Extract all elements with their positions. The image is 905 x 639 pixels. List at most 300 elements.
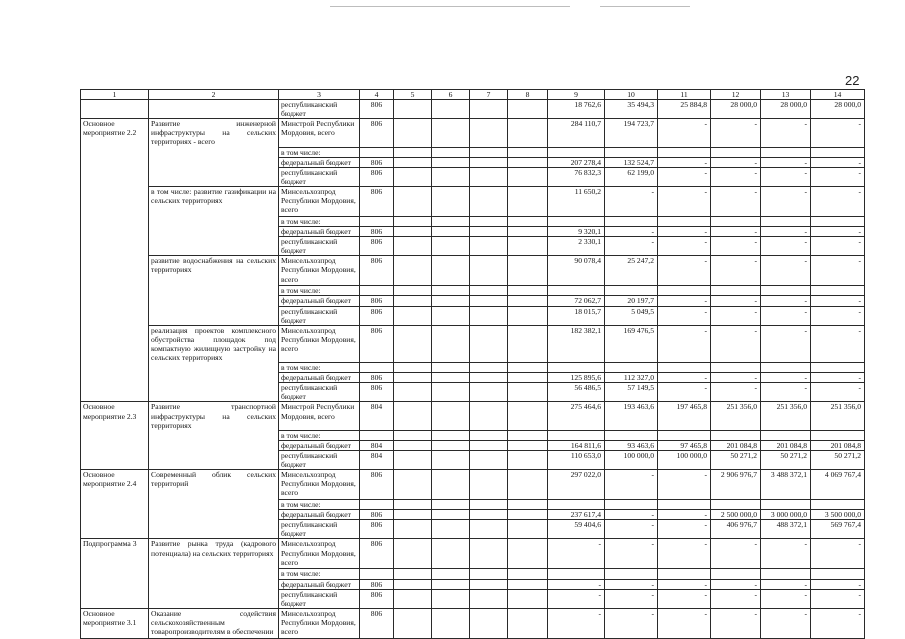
empty-cell xyxy=(470,325,508,362)
gov-code-cell: 806 xyxy=(360,510,394,520)
event-code-cell xyxy=(81,363,149,373)
amount-2020-cell xyxy=(548,500,605,510)
event-code-cell xyxy=(81,383,149,402)
table-row xyxy=(81,430,865,440)
empty-cell xyxy=(470,402,508,430)
empty-cell xyxy=(508,510,548,520)
empty-cell xyxy=(470,470,508,500)
amount-2024-cell: - xyxy=(761,306,811,325)
amount-2020-cell: 275 464,6 xyxy=(548,402,605,430)
amount-2021-cell: 25 247,2 xyxy=(605,256,658,286)
amount-2024-cell: - xyxy=(761,296,811,306)
event-name-cell xyxy=(149,227,279,237)
empty-cell xyxy=(432,167,470,186)
empty-cell xyxy=(470,579,508,589)
gov-code-cell: 806 xyxy=(360,119,394,147)
empty-cell xyxy=(470,167,508,186)
amount-2025-cell: - xyxy=(811,119,865,147)
event-name-cell xyxy=(149,147,279,157)
event-name-cell xyxy=(149,520,279,539)
amount-2021-cell xyxy=(605,363,658,373)
empty-cell xyxy=(508,373,548,383)
event-code-cell xyxy=(81,306,149,325)
empty-cell xyxy=(508,147,548,157)
amount-2024-cell xyxy=(761,286,811,296)
amount-2020-cell: 2 330,1 xyxy=(548,237,605,256)
amount-2024-cell xyxy=(761,569,811,579)
amount-2021-cell: 57 149,5 xyxy=(605,383,658,402)
empty-cell xyxy=(394,147,432,157)
amount-2024-cell: - xyxy=(761,383,811,402)
amount-2023-cell: - xyxy=(711,157,761,167)
event-code-cell xyxy=(81,440,149,450)
table-row xyxy=(81,100,865,119)
gov-code-cell: 806 xyxy=(360,167,394,186)
empty-cell xyxy=(394,589,432,608)
amount-2023-cell: - xyxy=(711,186,761,216)
amount-2024-cell xyxy=(761,216,811,226)
table-row xyxy=(81,227,865,237)
amount-2025-cell xyxy=(811,147,865,157)
empty-cell xyxy=(394,167,432,186)
amount-2022-cell: - xyxy=(658,579,711,589)
executor-source-cell: республиканский бюджет xyxy=(279,306,360,325)
empty-cell xyxy=(394,608,432,638)
amount-2020-cell xyxy=(548,216,605,226)
executor-source-cell: республиканский бюджет xyxy=(279,167,360,186)
amount-2020-cell: - xyxy=(548,579,605,589)
amount-2024-cell: - xyxy=(761,579,811,589)
amount-2025-cell xyxy=(811,569,865,579)
amount-2022-cell: - xyxy=(658,157,711,167)
amount-2025-cell: 569 767,4 xyxy=(811,520,865,539)
empty-cell xyxy=(394,306,432,325)
amount-2021-cell xyxy=(605,216,658,226)
amount-2021-cell: 35 494,3 xyxy=(605,100,658,119)
executor-source-cell: федеральный бюджет xyxy=(279,227,360,237)
event-code-cell: Подпрограмма 3 xyxy=(81,539,149,569)
empty-cell xyxy=(470,569,508,579)
event-name-cell xyxy=(149,100,279,119)
empty-cell xyxy=(394,157,432,167)
amount-2023-cell: 28 000,0 xyxy=(711,100,761,119)
executor-source-cell: федеральный бюджет xyxy=(279,296,360,306)
event-name-cell xyxy=(149,430,279,440)
amount-2020-cell xyxy=(548,430,605,440)
amount-2023-cell xyxy=(711,500,761,510)
table-row xyxy=(81,186,865,216)
empty-cell xyxy=(432,608,470,638)
amount-2025-cell xyxy=(811,363,865,373)
event-code-cell xyxy=(81,450,149,469)
empty-cell xyxy=(470,450,508,469)
amount-2025-cell: 50 271,2 xyxy=(811,450,865,469)
amount-2020-cell: 164 811,6 xyxy=(548,440,605,450)
table-row xyxy=(81,440,865,450)
event-code-cell xyxy=(81,167,149,186)
event-code-cell xyxy=(81,325,149,362)
amount-2022-cell: - xyxy=(658,470,711,500)
amount-2024-cell: - xyxy=(761,608,811,638)
event-code-cell: Основное мероприятие 2.3 xyxy=(81,402,149,430)
amount-2022-cell xyxy=(658,216,711,226)
event-code-cell xyxy=(81,296,149,306)
header-row xyxy=(81,90,865,100)
amount-2023-cell: - xyxy=(711,579,761,589)
empty-cell xyxy=(432,363,470,373)
executor-source-cell: Минсельхозпрод Республики Мордовия, всего xyxy=(279,186,360,216)
amount-2023-cell: - xyxy=(711,589,761,608)
table-row xyxy=(81,450,865,469)
amount-2024-cell: 28 000,0 xyxy=(761,100,811,119)
executor-source-cell: республиканский бюджет xyxy=(279,450,360,469)
amount-2020-cell: - xyxy=(548,608,605,638)
event-name-cell xyxy=(149,373,279,383)
empty-cell xyxy=(470,500,508,510)
executor-source-cell: федеральный бюджет xyxy=(279,510,360,520)
column-number: 14 xyxy=(811,90,865,100)
event-name-cell: Развитие транспортной инфраструктуры на сельских территориях xyxy=(149,402,279,430)
empty-cell xyxy=(394,500,432,510)
executor-source-cell: в том числе: xyxy=(279,147,360,157)
executor-source-cell: Минстрой Республики Мордовия, всего xyxy=(279,119,360,147)
executor-source-cell: Минсельхозпрод Республики Мордовия, всего xyxy=(279,256,360,286)
amount-2020-cell: 9 320,1 xyxy=(548,227,605,237)
amount-2024-cell xyxy=(761,147,811,157)
empty-cell xyxy=(432,325,470,362)
amount-2023-cell: - xyxy=(711,296,761,306)
executor-source-cell: Минсельхозпрод Республики Мордовия, всего xyxy=(279,539,360,569)
amount-2024-cell: 251 356,0 xyxy=(761,402,811,430)
amount-2022-cell xyxy=(658,569,711,579)
event-code-cell: Основное мероприятие 3.1 xyxy=(81,608,149,638)
event-code-cell xyxy=(81,216,149,226)
amount-2022-cell: - xyxy=(658,119,711,147)
executor-source-cell: республиканский бюджет xyxy=(279,589,360,608)
amount-2022-cell: - xyxy=(658,167,711,186)
empty-cell xyxy=(432,373,470,383)
amount-2024-cell: - xyxy=(761,119,811,147)
column-number: 6 xyxy=(432,90,470,100)
empty-cell xyxy=(394,216,432,226)
amount-2020-cell: 237 617,4 xyxy=(548,510,605,520)
empty-cell xyxy=(432,569,470,579)
amount-2022-cell: - xyxy=(658,306,711,325)
empty-cell xyxy=(508,450,548,469)
empty-cell xyxy=(508,119,548,147)
event-name-cell xyxy=(149,167,279,186)
amount-2023-cell xyxy=(711,147,761,157)
empty-cell xyxy=(432,539,470,569)
event-name-cell: развитие водоснабжения на сельских территориях xyxy=(149,256,279,286)
amount-2021-cell: - xyxy=(605,186,658,216)
empty-cell xyxy=(394,237,432,256)
gov-code-cell: 806 xyxy=(360,579,394,589)
amount-2021-cell: - xyxy=(605,608,658,638)
amount-2021-cell: 5 049,5 xyxy=(605,306,658,325)
gov-code-cell: 806 xyxy=(360,157,394,167)
amount-2025-cell: - xyxy=(811,157,865,167)
amount-2021-cell: - xyxy=(605,579,658,589)
empty-cell xyxy=(432,306,470,325)
amount-2022-cell: 25 884,8 xyxy=(658,100,711,119)
empty-cell xyxy=(394,325,432,362)
gov-code-cell: 806 xyxy=(360,186,394,216)
empty-cell xyxy=(470,216,508,226)
empty-cell xyxy=(470,539,508,569)
event-name-cell xyxy=(149,589,279,608)
event-name-cell: Оказание содействия сельскохозяйственным товаропроизводителям в обеспечении xyxy=(149,608,279,638)
gov-code-cell: 806 xyxy=(360,227,394,237)
table-row xyxy=(81,256,865,286)
amount-2022-cell: - xyxy=(658,383,711,402)
empty-cell xyxy=(432,237,470,256)
event-code-cell xyxy=(81,589,149,608)
gov-code-cell: 806 xyxy=(360,383,394,402)
empty-cell xyxy=(432,470,470,500)
event-name-cell xyxy=(149,500,279,510)
executor-source-cell: Минсельхозпрод Республики Мордовия, всего xyxy=(279,325,360,362)
empty-cell xyxy=(432,579,470,589)
amount-2025-cell: - xyxy=(811,589,865,608)
empty-cell xyxy=(508,256,548,286)
amount-2023-cell: - xyxy=(711,256,761,286)
column-number: 7 xyxy=(470,90,508,100)
empty-cell xyxy=(470,157,508,167)
empty-cell xyxy=(432,520,470,539)
table-row xyxy=(81,608,865,638)
empty-cell xyxy=(508,402,548,430)
executor-source-cell: в том числе: xyxy=(279,286,360,296)
event-code-cell xyxy=(81,256,149,286)
empty-cell xyxy=(394,402,432,430)
table-row xyxy=(81,147,865,157)
amount-2025-cell: 201 084,8 xyxy=(811,440,865,450)
event-code-cell xyxy=(81,569,149,579)
amount-2021-cell xyxy=(605,569,658,579)
amount-2022-cell: - xyxy=(658,608,711,638)
empty-cell xyxy=(394,363,432,373)
empty-cell xyxy=(508,520,548,539)
amount-2024-cell: 50 271,2 xyxy=(761,450,811,469)
empty-cell xyxy=(432,186,470,216)
empty-cell xyxy=(394,470,432,500)
gov-code-cell: 806 xyxy=(360,608,394,638)
table-row xyxy=(81,520,865,539)
gov-code-cell xyxy=(360,363,394,373)
amount-2025-cell xyxy=(811,430,865,440)
amount-2023-cell: - xyxy=(711,237,761,256)
table-row xyxy=(81,569,865,579)
amount-2022-cell: - xyxy=(658,256,711,286)
event-name-cell: в том числе: развитие газификации на сельских территориях xyxy=(149,186,279,216)
table-row xyxy=(81,470,865,500)
amount-2024-cell: - xyxy=(761,186,811,216)
column-number: 10 xyxy=(605,90,658,100)
amount-2023-cell: - xyxy=(711,539,761,569)
empty-cell xyxy=(508,186,548,216)
empty-cell xyxy=(432,216,470,226)
column-number: 8 xyxy=(508,90,548,100)
amount-2025-cell: - xyxy=(811,608,865,638)
empty-cell xyxy=(394,430,432,440)
gov-code-cell xyxy=(360,216,394,226)
amount-2025-cell: - xyxy=(811,227,865,237)
amount-2025-cell: - xyxy=(811,296,865,306)
event-code-cell xyxy=(81,186,149,216)
amount-2024-cell xyxy=(761,363,811,373)
table-row xyxy=(81,383,865,402)
empty-cell xyxy=(508,157,548,167)
empty-cell xyxy=(432,440,470,450)
empty-cell xyxy=(394,186,432,216)
amount-2023-cell: - xyxy=(711,373,761,383)
amount-2023-cell xyxy=(711,363,761,373)
column-number: 3 xyxy=(279,90,360,100)
amount-2025-cell: 4 069 767,4 xyxy=(811,470,865,500)
empty-cell xyxy=(394,227,432,237)
amount-2022-cell: - xyxy=(658,373,711,383)
amount-2021-cell: - xyxy=(605,237,658,256)
empty-cell xyxy=(470,373,508,383)
empty-cell xyxy=(508,608,548,638)
event-code-cell xyxy=(81,100,149,119)
amount-2024-cell: 488 372,1 xyxy=(761,520,811,539)
executor-source-cell: республиканский бюджет xyxy=(279,383,360,402)
empty-cell xyxy=(508,569,548,579)
amount-2023-cell: 50 271,2 xyxy=(711,450,761,469)
table-row xyxy=(81,119,865,147)
empty-cell xyxy=(432,119,470,147)
amount-2022-cell: - xyxy=(658,325,711,362)
amount-2023-cell: 2 500 000,0 xyxy=(711,510,761,520)
scan-artifact-line xyxy=(330,6,570,7)
empty-cell xyxy=(470,119,508,147)
event-name-cell xyxy=(149,569,279,579)
table-row xyxy=(81,589,865,608)
amount-2021-cell: - xyxy=(605,589,658,608)
gov-code-cell xyxy=(360,430,394,440)
amount-2020-cell: 18 762,6 xyxy=(548,100,605,119)
amount-2023-cell: - xyxy=(711,306,761,325)
empty-cell xyxy=(394,520,432,539)
amount-2022-cell xyxy=(658,286,711,296)
empty-cell xyxy=(470,363,508,373)
empty-cell xyxy=(394,256,432,286)
amount-2023-cell xyxy=(711,216,761,226)
amount-2022-cell: - xyxy=(658,520,711,539)
empty-cell xyxy=(508,216,548,226)
event-name-cell xyxy=(149,363,279,373)
amount-2024-cell xyxy=(761,430,811,440)
amount-2025-cell xyxy=(811,216,865,226)
empty-cell xyxy=(432,430,470,440)
amount-2020-cell: 72 062,7 xyxy=(548,296,605,306)
empty-cell xyxy=(394,450,432,469)
amount-2023-cell: - xyxy=(711,167,761,186)
empty-cell xyxy=(508,579,548,589)
amount-2025-cell: - xyxy=(811,579,865,589)
amount-2022-cell: 197 465,8 xyxy=(658,402,711,430)
event-code-cell: Основное мероприятие 2.4 xyxy=(81,470,149,500)
event-name-cell xyxy=(149,286,279,296)
empty-cell xyxy=(470,306,508,325)
empty-cell xyxy=(394,119,432,147)
amount-2023-cell xyxy=(711,430,761,440)
amount-2024-cell: - xyxy=(761,227,811,237)
gov-code-cell: 804 xyxy=(360,440,394,450)
executor-source-cell: федеральный бюджет xyxy=(279,440,360,450)
amount-2023-cell: 2 906 976,7 xyxy=(711,470,761,500)
empty-cell xyxy=(394,286,432,296)
amount-2021-cell: 100 000,0 xyxy=(605,450,658,469)
event-code-cell: Основное мероприятие 2.2 xyxy=(81,119,149,147)
amount-2021-cell: - xyxy=(605,520,658,539)
amount-2024-cell: 201 084,8 xyxy=(761,440,811,450)
amount-2025-cell: - xyxy=(811,186,865,216)
amount-2020-cell: 11 650,2 xyxy=(548,186,605,216)
event-name-cell xyxy=(149,510,279,520)
table-row xyxy=(81,167,865,186)
event-code-cell xyxy=(81,373,149,383)
amount-2023-cell: - xyxy=(711,383,761,402)
amount-2020-cell: 59 404,6 xyxy=(548,520,605,539)
gov-code-cell: 806 xyxy=(360,100,394,119)
gov-code-cell xyxy=(360,500,394,510)
amount-2025-cell: - xyxy=(811,325,865,362)
amount-2020-cell: 182 382,1 xyxy=(548,325,605,362)
table-row xyxy=(81,539,865,569)
amount-2023-cell xyxy=(711,569,761,579)
event-name-cell xyxy=(149,450,279,469)
empty-cell xyxy=(470,440,508,450)
table-row xyxy=(81,286,865,296)
executor-source-cell: республиканский бюджет xyxy=(279,237,360,256)
executor-source-cell: в том числе: xyxy=(279,500,360,510)
amount-2023-cell xyxy=(711,286,761,296)
gov-code-cell: 806 xyxy=(360,237,394,256)
amount-2021-cell: 20 197,7 xyxy=(605,296,658,306)
event-name-cell xyxy=(149,157,279,167)
amount-2025-cell: - xyxy=(811,237,865,256)
empty-cell xyxy=(432,296,470,306)
event-name-cell: Развитие инженерной инфраструктуры на сельских территориях - всего xyxy=(149,119,279,147)
gov-code-cell xyxy=(360,569,394,579)
amount-2024-cell xyxy=(761,500,811,510)
empty-cell xyxy=(508,383,548,402)
amount-2020-cell: 110 653,0 xyxy=(548,450,605,469)
event-name-cell: реализация проектов комплексного обустройства площадок под компактную жилищную застройку на сельских территориях xyxy=(149,325,279,362)
amount-2024-cell: - xyxy=(761,256,811,286)
empty-cell xyxy=(432,286,470,296)
empty-cell xyxy=(508,167,548,186)
empty-cell xyxy=(470,608,508,638)
empty-cell xyxy=(432,157,470,167)
amount-2025-cell: 251 356,0 xyxy=(811,402,865,430)
amount-2025-cell: - xyxy=(811,383,865,402)
event-name-cell xyxy=(149,383,279,402)
financing-table xyxy=(80,89,865,639)
amount-2022-cell xyxy=(658,500,711,510)
gov-code-cell: 806 xyxy=(360,373,394,383)
gov-code-cell: 806 xyxy=(360,306,394,325)
amount-2021-cell: 169 476,5 xyxy=(605,325,658,362)
empty-cell xyxy=(394,440,432,450)
empty-cell xyxy=(432,227,470,237)
amount-2021-cell: - xyxy=(605,539,658,569)
amount-2021-cell: 132 524,7 xyxy=(605,157,658,167)
gov-code-cell: 806 xyxy=(360,325,394,362)
